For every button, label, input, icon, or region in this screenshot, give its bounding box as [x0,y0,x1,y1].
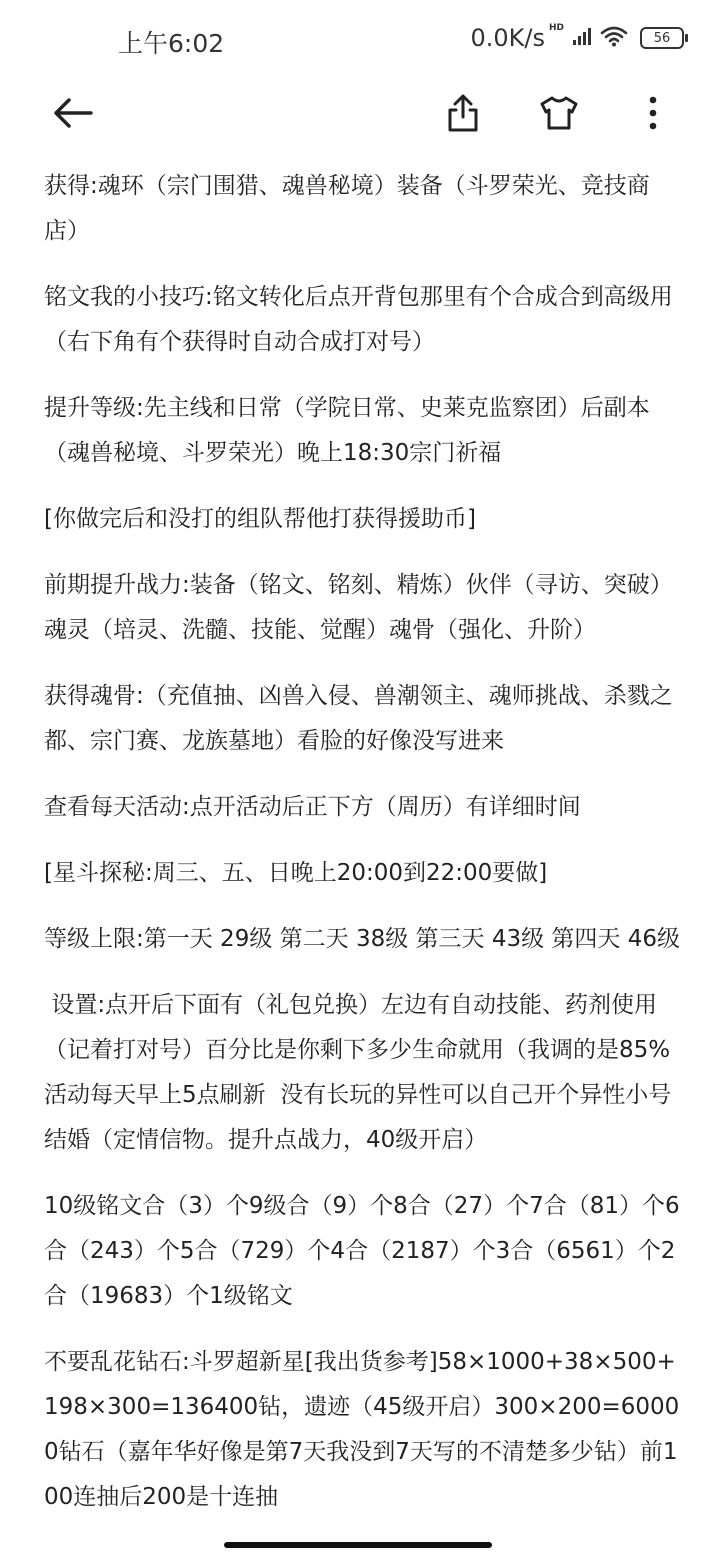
paragraph: [星斗探秘:周三、五、日晚上20:00到22:00要做] [44,860,548,886]
share-button[interactable] [436,88,490,142]
toolbar [0,80,720,150]
battery-icon [640,27,684,49]
paragraph: [你做完后和没打的组队帮他打获得援助币] [44,506,476,532]
paragraph: 获得魂骨:（充值抽、凶兽入侵、兽潮领主、魂师挑战、杀戮之都、宗门赛、龙族墓地）看脸的好像没写进来 [44,683,673,754]
back-arrow-icon [51,96,95,134]
share-icon [445,93,481,137]
wifi-icon [600,25,628,51]
paragraph: 设置:点开后下面有（礼包兑换）左边有自动技能、药剂使用（记着打对号）百分比是你剩下多少生命就用（我调的是85% 活动每天早上5点刷新 没有长玩的异性可以自己开个异性小号结婚（定情信物。提升点战力，40级开启） [44,992,701,1153]
tshirt-icon [538,95,580,135]
paragraph: 铭文我的小技巧:铭文转化后点开背包那里有个合成合到高级用（右下角有个获得时自动合成打对号） [44,284,673,355]
paragraph: 查看每天活动:点开活动后正下方（周历）有详细时间 [44,794,581,820]
more-button[interactable] [626,88,680,142]
paragraph: 获得:魂环（宗门围猎、魂兽秘境）装备（斗罗荣光、竞技商店） [44,173,650,244]
paragraph: 提升等级:先主线和日常（学院日常、史莱克监察团）后副本（魂兽秘境、斗罗荣光）晚上18:30宗门祈福 [44,395,650,466]
paragraph: 不要乱花钻石:斗罗超新星[我出货参考]58×1000+38×500+198×300=136400钻，遗迹（45级开启）300×200=60000钻石（嘉年华好像是第7天我没到7天写的不清楚多少钻）前100连抽后200是十连抽 [44,1349,680,1510]
status-time: 上午6:02 [118,29,225,58]
home-indicator[interactable] [224,1542,492,1548]
article-content [44,164,701,1541]
hd-badge: HD [548,23,564,33]
more-vertical-icon [648,96,658,134]
battery-level: 56 [653,30,671,46]
signal-icon [572,26,592,50]
theme-button[interactable] [532,88,586,142]
paragraph: 10级铭文合（3）个9级合（9）个8合（27）个7合（81）个6合（243）个5合（729）个4合（2187）个3合（6561）个2合（19683）个1级铭文 [44,1193,680,1309]
status-bar [0,0,720,80]
back-button[interactable] [46,88,100,142]
paragraph: 等级上限:第一天 29级 第二天 38级 第三天 43级 第四天 46级 [44,926,680,952]
status-indicators [470,24,684,52]
paragraph: 前期提升战力:装备（铭文、铭刻、精炼）伙伴（寻访、突破）魂灵（培灵、洗髓、技能、觉醒）魂骨（强化、升阶） [44,572,673,643]
network-speed: 0.0K/s [470,24,545,52]
